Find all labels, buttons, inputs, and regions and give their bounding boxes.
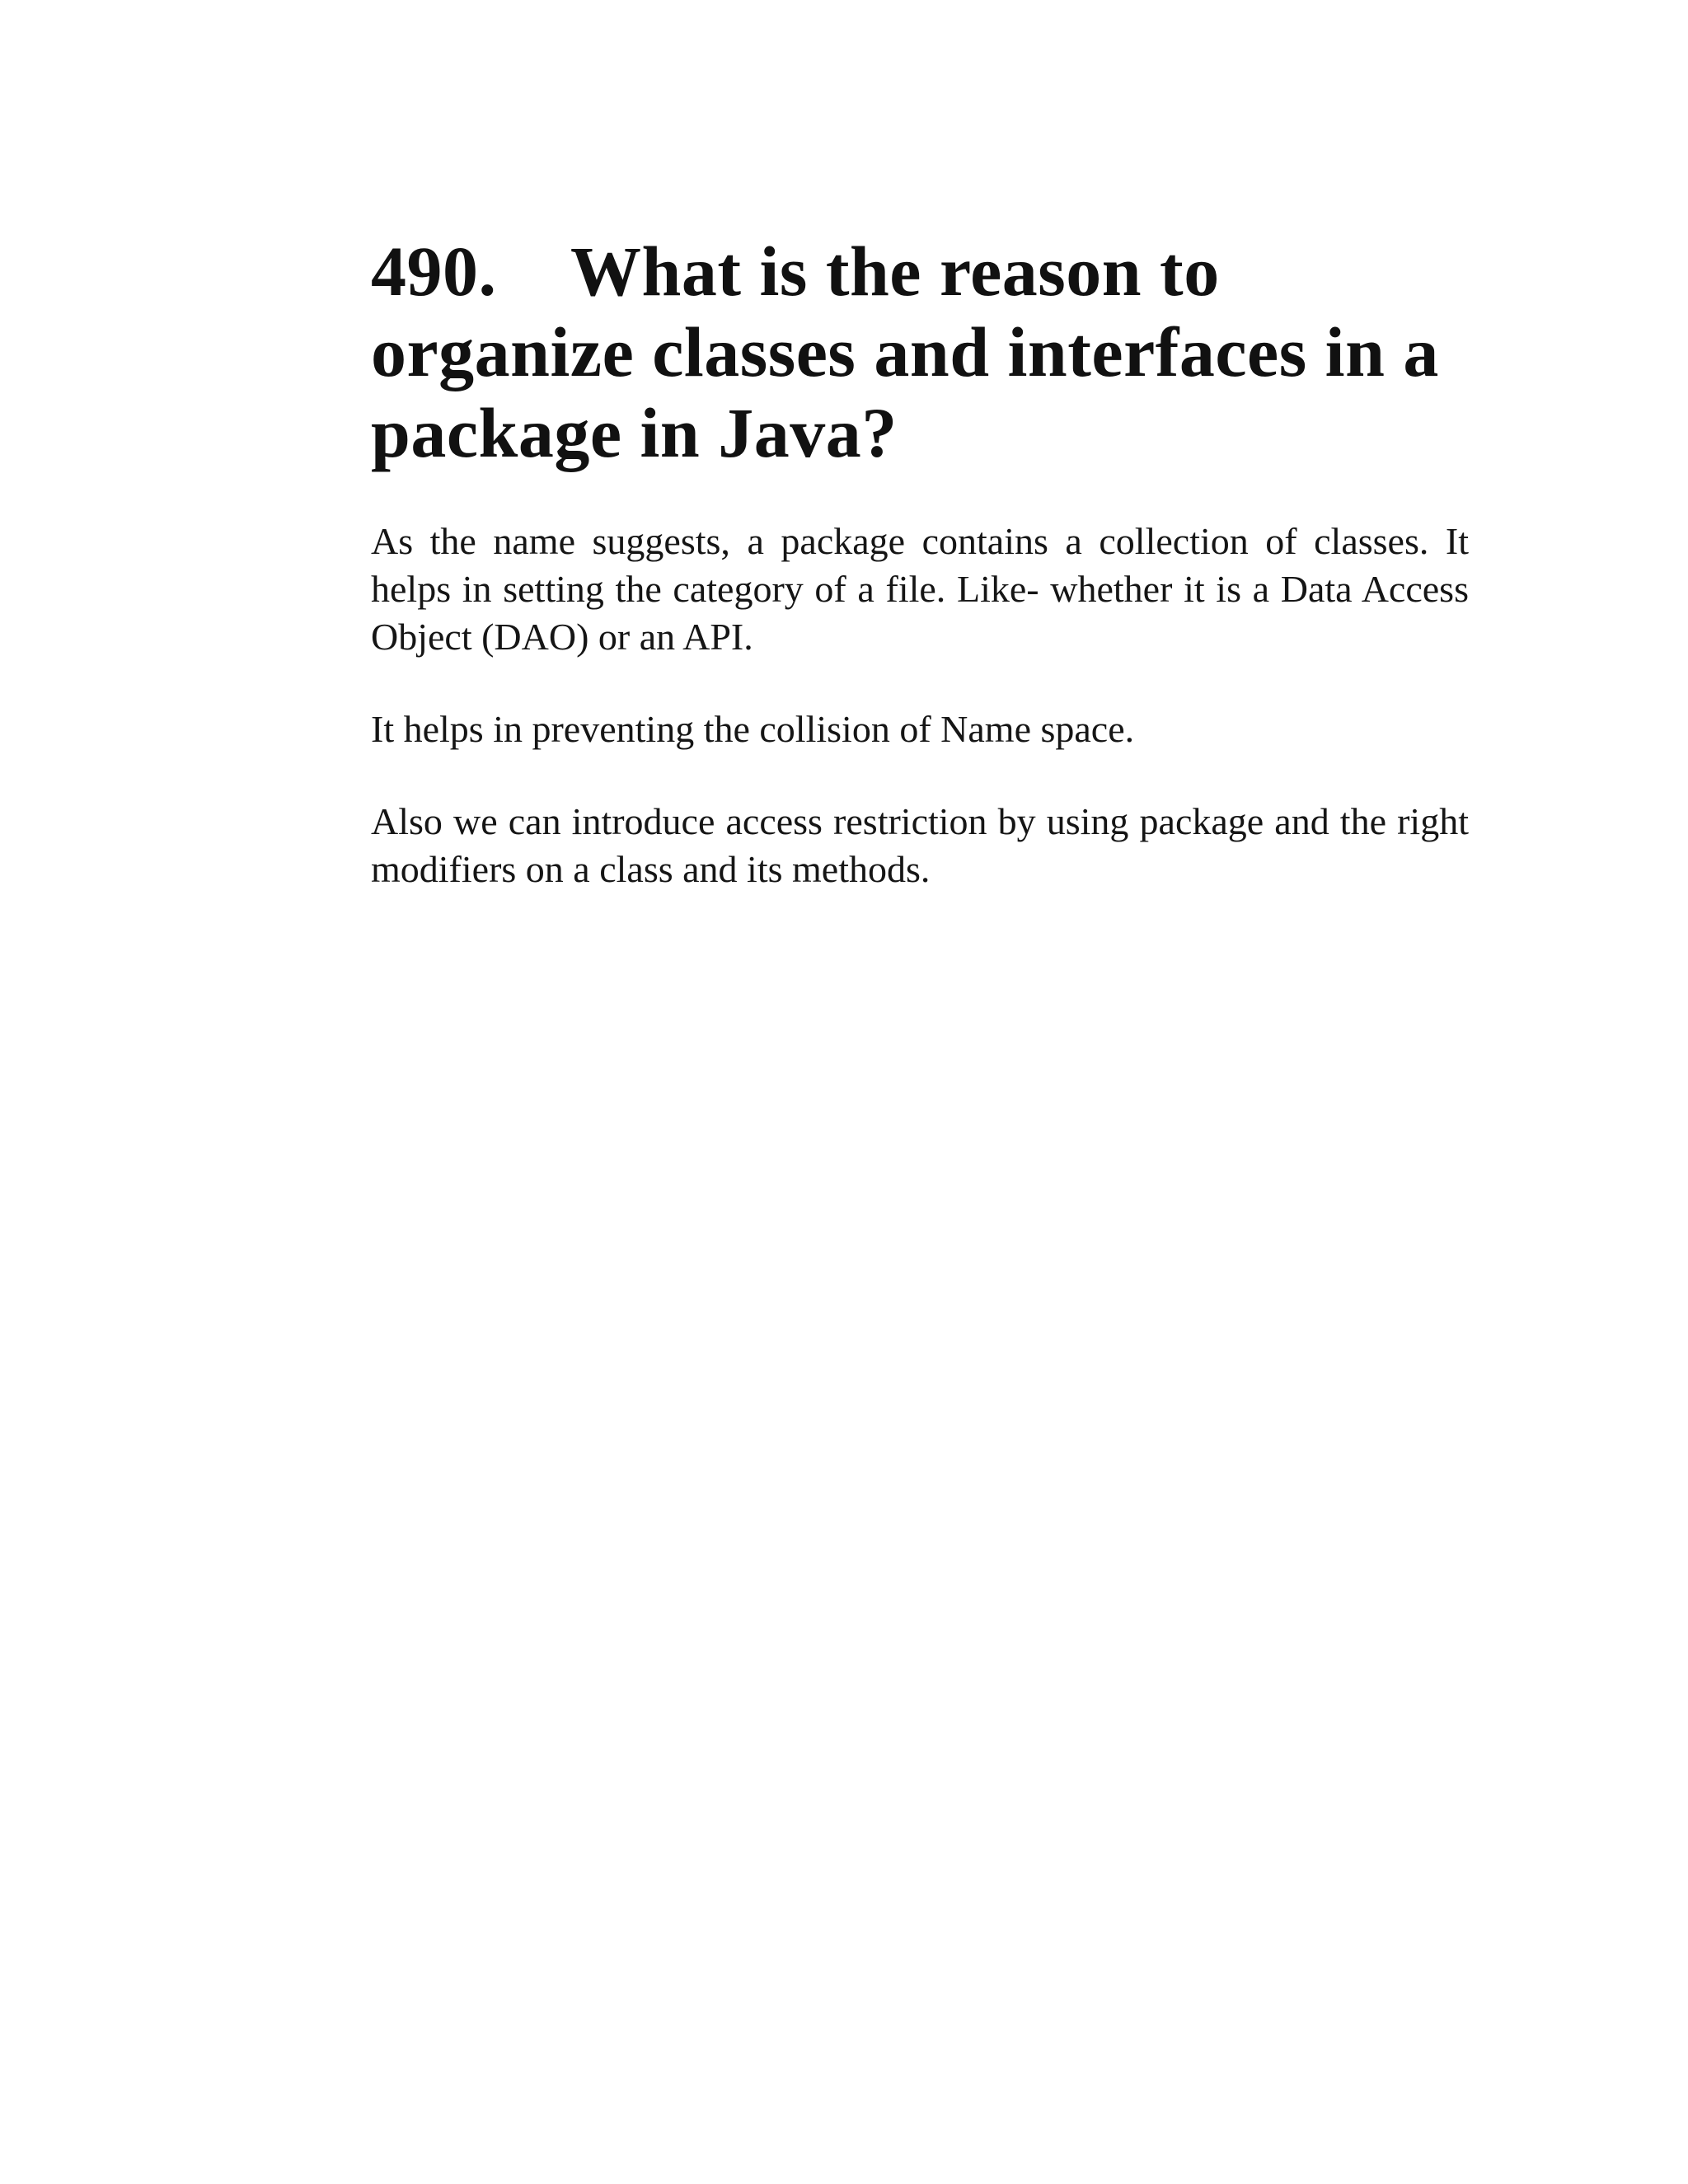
question-title: What is the reason to organize classes and interfaces in a package in Java? — [371, 232, 1439, 472]
question-number: 490. — [371, 232, 497, 311]
answer-paragraph-2: It helps in preventing the collision of Name space. — [371, 708, 1135, 750]
answer-paragraph-1: As the name suggests, a package contains a collection of classes. It helps in setting the category of a file. Like- whether it is a Data Access Object (DAO) or an API. — [371, 520, 1469, 658]
answer-paragraph-3: Also we can introduce access restriction by using package and the right modifiers on a class and its methods. — [371, 800, 1469, 890]
question-heading — [371, 231, 1469, 473]
page-content — [371, 231, 1469, 893]
